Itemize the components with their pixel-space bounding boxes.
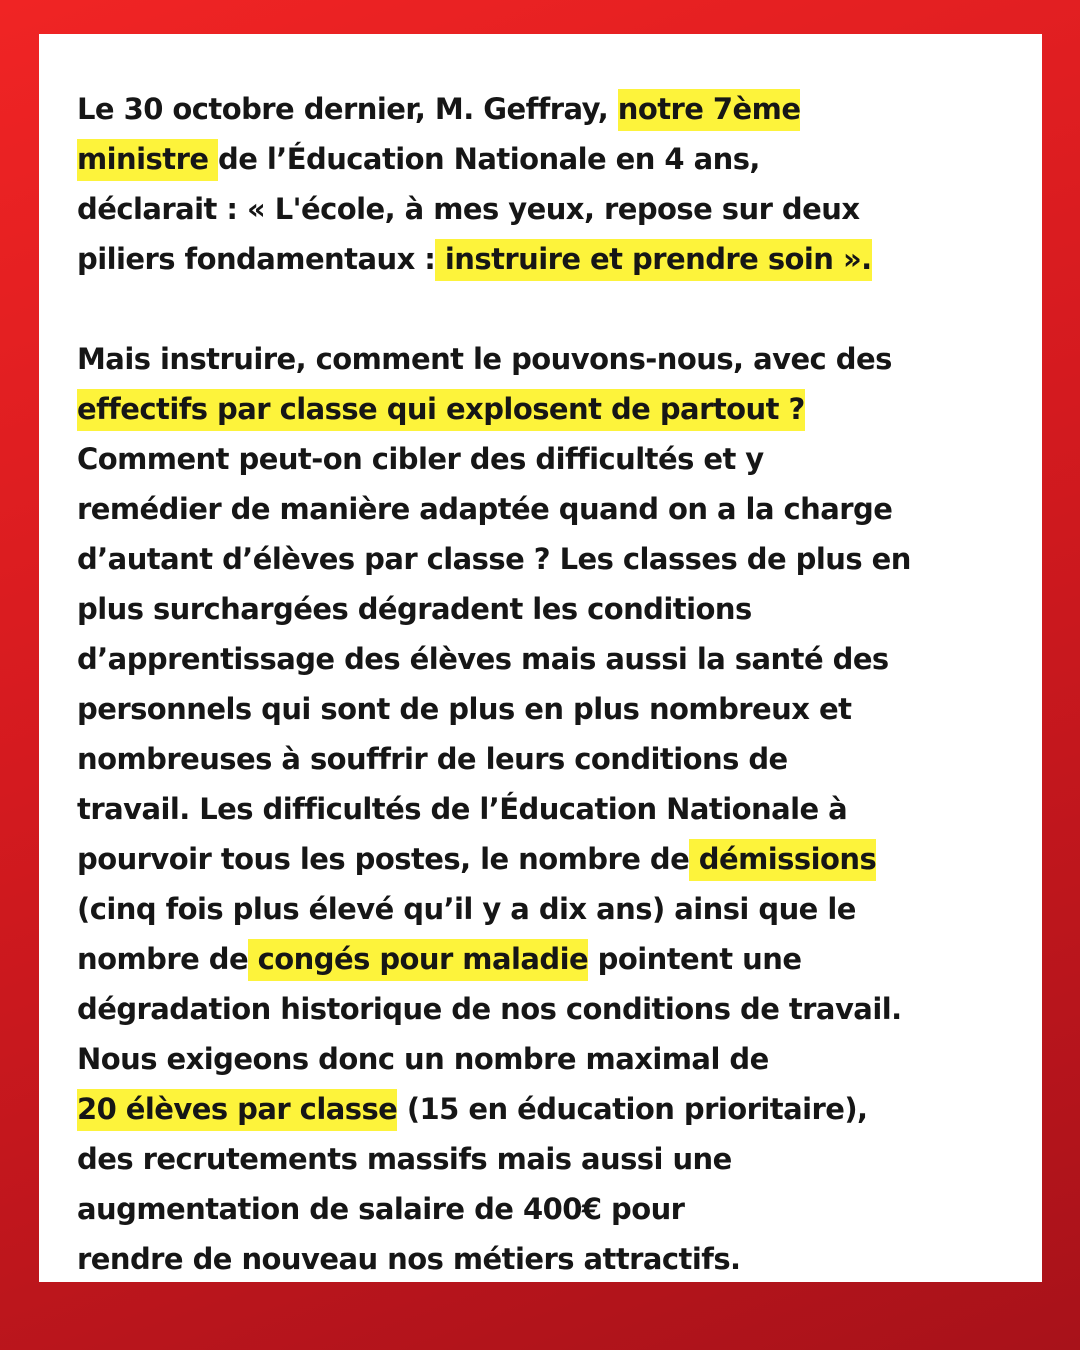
line: plus surchargées dégradent les conditions <box>77 592 752 626</box>
highlight-demissions: démissions <box>689 839 876 881</box>
line <box>77 84 1017 134</box>
paragraph-spacer <box>77 284 1017 334</box>
line: (cinq fois plus élevé qu’il y a dix ans) ainsi que le <box>77 892 856 926</box>
text-segment: de l’Éducation Nationale en 4 ans, <box>218 142 760 176</box>
highlight-minister: notre 7ème <box>618 89 801 131</box>
line <box>77 134 1017 184</box>
text-segment: nombre de <box>77 942 249 976</box>
line: Nous exigeons donc un nombre maximal de <box>77 1042 769 1076</box>
paragraph-2 <box>77 334 1017 1284</box>
line: Mais instruire, comment le pouvons-nous, avec des <box>77 342 892 376</box>
line <box>77 384 1017 434</box>
text-segment: pourvoir tous les postes, le nombre de <box>77 842 690 876</box>
line: remédier de manière adaptée quand on a la charge <box>77 492 893 526</box>
highlight-quote: instruire et prendre soin ». <box>435 239 871 281</box>
line <box>77 234 1017 284</box>
line: déclarait : « L'école, à mes yeux, repose sur deux <box>77 192 860 226</box>
highlight-20-eleves: 20 élèves par classe <box>77 1089 397 1131</box>
body-text <box>77 84 1017 1284</box>
line: Comment peut-on cibler des difficultés et y <box>77 442 764 476</box>
highlight-conges: congés pour maladie <box>248 939 588 981</box>
text-segment: piliers fondamentaux : <box>77 242 436 276</box>
line: des recrutements massifs mais aussi une <box>77 1142 732 1176</box>
highlight-effectifs: effectifs par classe qui explosent de partout ? <box>77 389 805 431</box>
paragraph-1 <box>77 84 1017 284</box>
line: d’apprentissage des élèves mais aussi la santé des <box>77 642 889 676</box>
line <box>77 834 1017 884</box>
text-segment: Le 30 octobre dernier, M. Geffray, <box>77 92 618 126</box>
text-card <box>39 34 1042 1282</box>
text-segment: pointent une <box>588 942 802 976</box>
line: dégradation historique de nos conditions de travail. <box>77 992 902 1026</box>
line: rendre de nouveau nos métiers attractifs. <box>77 1242 741 1276</box>
line: travail. Les difficultés de l’Éducation Nationale à <box>77 792 848 826</box>
line <box>77 1084 1017 1134</box>
line: augmentation de salaire de 400€ pour <box>77 1192 685 1226</box>
highlight-minister-cont: ministre <box>77 139 218 181</box>
line: nombreuses à souffrir de leurs conditions de <box>77 742 788 776</box>
line: personnels qui sont de plus en plus nombreux et <box>77 692 852 726</box>
line <box>77 934 1017 984</box>
line: d’autant d’élèves par classe ? Les classes de plus en <box>77 542 911 576</box>
text-segment: (15 en éducation prioritaire), <box>397 1092 868 1126</box>
